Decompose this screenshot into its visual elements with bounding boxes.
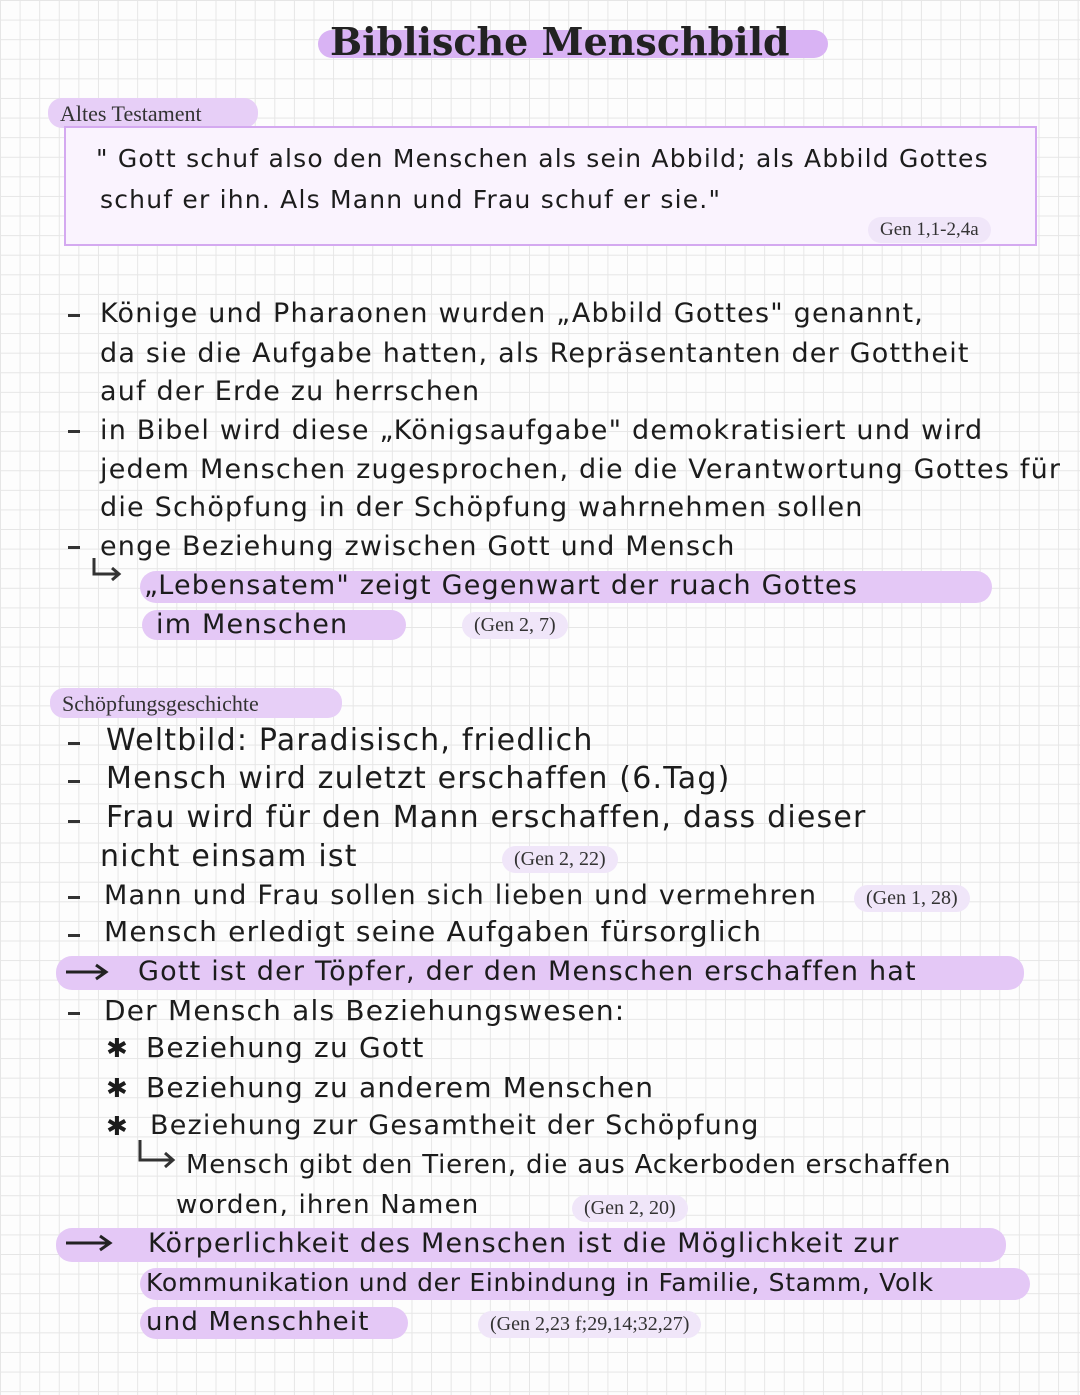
asterisk-icon: ✱	[106, 1074, 128, 1104]
s2-line16: und Menschheit	[146, 1307, 370, 1337]
bullet-dash-icon	[68, 314, 80, 317]
s2-line11: Beziehung zur Gesamtheit der Schöpfung	[150, 1110, 760, 1141]
arrow-down-right-icon	[86, 556, 126, 582]
bullet1-line2: da sie die Aufgabe hatten, als Repräsentanten der Gottheit	[100, 338, 970, 369]
page-title	[318, 19, 828, 64]
quote-line-1: " Gott schuf also den Menschen als sein Abbild; als Abbild Gottes	[96, 144, 989, 173]
bullet-dash-icon	[68, 780, 80, 783]
arrow-right-icon	[64, 962, 114, 982]
bullet-dash-icon	[68, 820, 80, 823]
bullet1-line3: auf der Erde zu herrschen	[100, 376, 481, 407]
bullet3-line2: „Lebensatem" zeigt Gegenwart der ruach Gottes	[144, 570, 859, 601]
asterisk-icon: ✱	[106, 1112, 128, 1142]
bullet-dash-icon	[68, 934, 80, 937]
bullet-dash-icon	[68, 430, 80, 433]
quote-reference: Gen 1,1-2,4a	[868, 217, 991, 243]
s2-line1: Weltbild: Paradisisch, friedlich	[106, 723, 594, 758]
s2-line2: Mensch wird zuletzt erschaffen (6.Tag)	[106, 761, 731, 796]
bullet2-line1: in Bibel wird diese „Königsaufgabe" demokratisiert und wird	[100, 415, 984, 446]
s2-line4-reference: (Gen 2, 22)	[502, 846, 618, 873]
section-tag-schoepfungsgeschichte: Schöpfungsgeschichte	[50, 688, 342, 718]
s2-line10: Beziehung zu anderem Menschen	[146, 1071, 655, 1104]
section-tag-altes-testament: Altes Testament	[48, 98, 258, 128]
bullet-dash-icon	[68, 546, 80, 549]
arrow-right-icon	[64, 1233, 120, 1253]
s2-line16-reference: (Gen 2,23 f;29,14;32,27)	[478, 1311, 701, 1338]
asterisk-icon: ✱	[106, 1034, 128, 1064]
bullet-dash-icon	[68, 896, 80, 899]
s2-line5: Mann und Frau sollen sich lieben und vermehren	[104, 880, 818, 911]
s2-line14: Körperlichkeit des Menschen ist die Möglichkeit zur	[148, 1228, 900, 1259]
arrow-down-right-icon	[132, 1138, 182, 1172]
s2-line5-reference: (Gen 1, 28)	[854, 885, 970, 912]
bullet3-line3: im Menschen	[156, 609, 349, 640]
bullet3-reference: (Gen 2, 7)	[462, 612, 568, 639]
s2-line12: Mensch gibt den Tieren, die aus Ackerboden erschaffen	[186, 1150, 952, 1180]
bullet2-line2: jedem Menschen zugesprochen, die die Verantwortung Gottes für	[100, 454, 1062, 485]
s2-line3: Frau wird für den Mann erschaffen, dass dieser	[106, 800, 867, 835]
quote-line-2: schuf er ihn. Als Mann und Frau schuf er sie."	[100, 185, 722, 214]
s2-line6: Mensch erledigt seine Aufgaben fürsorglich	[104, 915, 763, 948]
s2-line4: nicht einsam ist	[100, 839, 358, 874]
bullet1-line1: Könige und Pharaonen wurden „Abbild Gottes" genannt,	[100, 298, 925, 329]
page-title-text: Biblische Menschbild	[330, 19, 790, 64]
bullet2-line3: die Schöpfung in der Schöpfung wahrnehmen sollen	[100, 492, 864, 523]
bullet-dash-icon	[68, 742, 80, 745]
bullet-dash-icon	[68, 1012, 80, 1015]
s2-line13-reference: (Gen 2, 20)	[572, 1195, 688, 1222]
bullet3-line1: enge Beziehung zwischen Gott und Mensch	[100, 531, 736, 562]
s2-line9: Beziehung zu Gott	[146, 1031, 425, 1064]
s2-line7: Gott ist der Töpfer, der den Menschen erschaffen hat	[138, 956, 917, 987]
s2-line8: Der Mensch als Beziehungswesen:	[104, 994, 626, 1027]
s2-line13: worden, ihren Namen	[176, 1190, 480, 1220]
s2-line15: Kommunikation und der Einbindung in Familie, Stamm, Volk	[146, 1268, 934, 1297]
